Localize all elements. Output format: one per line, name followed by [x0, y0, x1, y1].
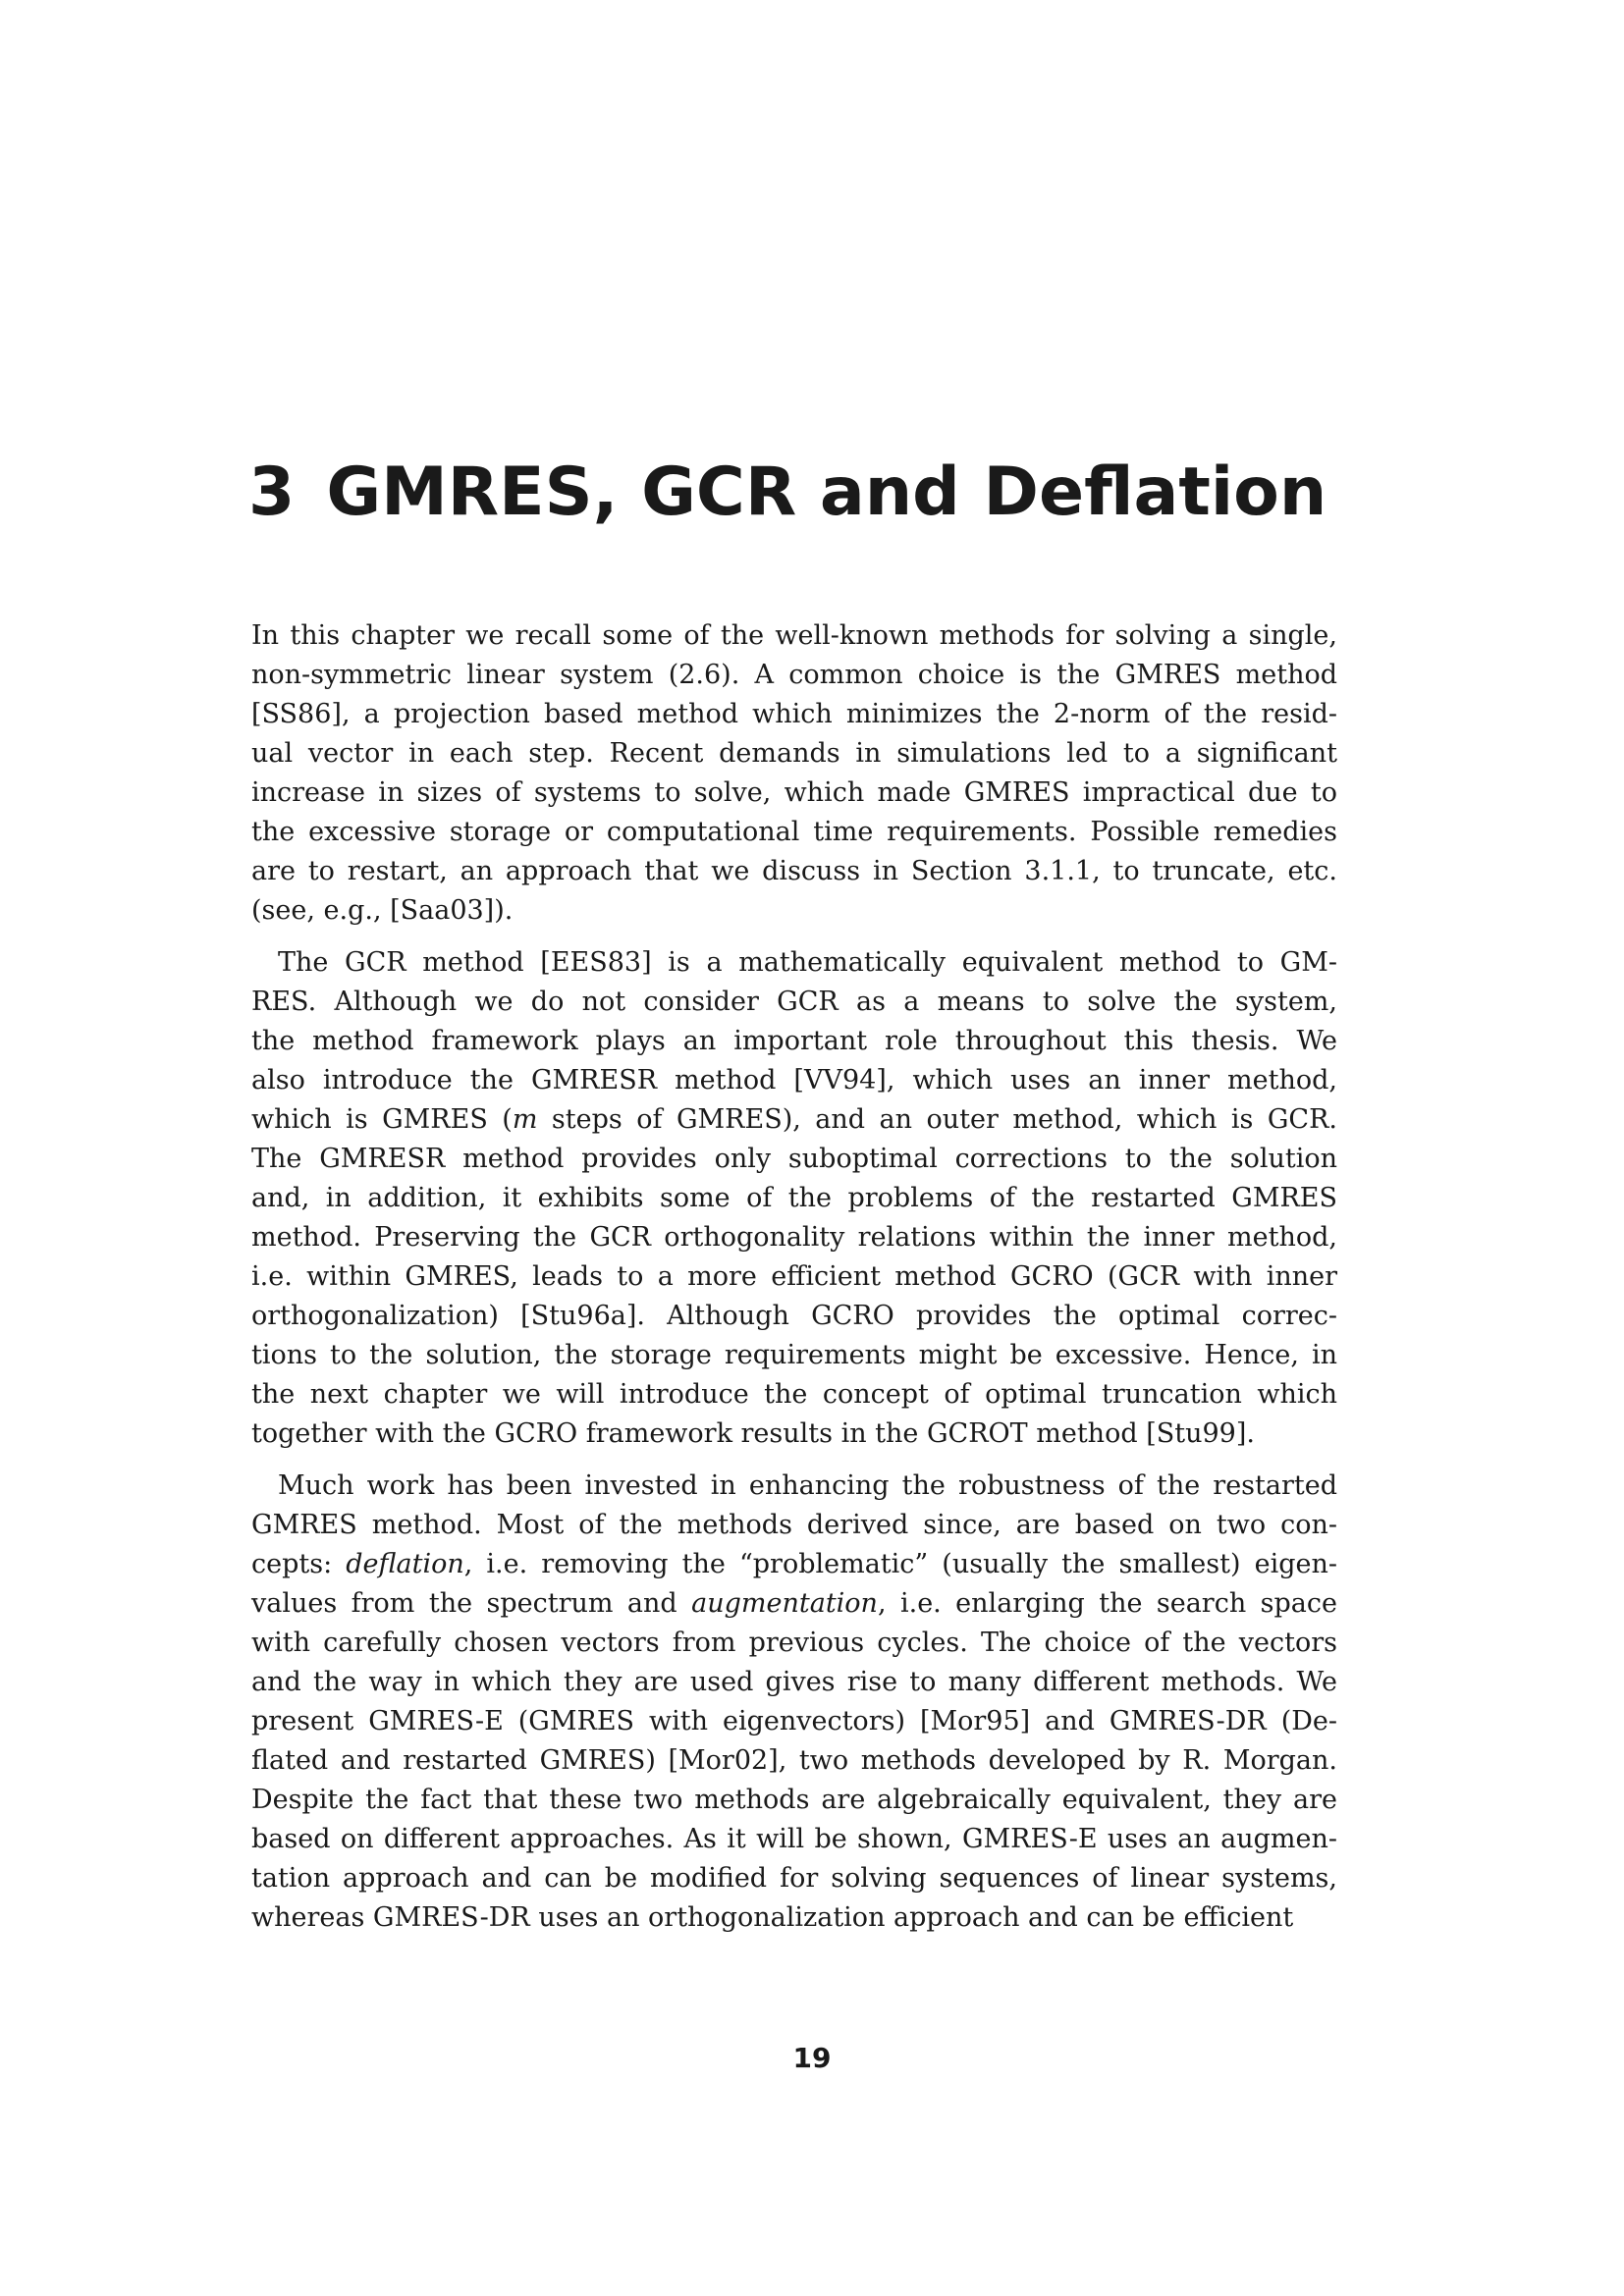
text-line: with carefully chosen vectors from previous cycles. The choice of the vectors: [251, 1628, 1337, 1658]
chapter-title-text: GMRES, GCR and Deflation: [326, 454, 1327, 531]
text-line: RES. Although we do not consider GCR as a means to solve the system,: [251, 987, 1337, 1017]
text-line: In this chapter we recall some of the well-known methods for solving a single,: [251, 620, 1337, 651]
text-line: i.e. within GMRES, leads to a more efficient method GCRO (GCR with inner: [251, 1261, 1337, 1292]
text-line: values from the spectrum and augmentation, i.e. enlarging the search space: [251, 1588, 1337, 1619]
text-line: non-symmetric linear system (2.6). A common choice is the GMRES method: [251, 660, 1337, 690]
text-line: flated and restarted GMRES) [Mor02], two methods developed by R. Morgan.: [251, 1745, 1337, 1776]
page-number: 19: [792, 2042, 832, 2074]
paragraph-1: [251, 616, 1337, 931]
text-line: Despite the fact that these two methods are algebraically equivalent, they are: [251, 1785, 1337, 1815]
text-line: tions to the solution, the storage requirements might be excessive. Hence, in: [251, 1340, 1337, 1370]
text-line: The GCR method [EES83] is a mathematically equivalent method to GM-: [278, 947, 1337, 978]
text-line: [SS86], a projection based method which minimizes the 2-norm of the resid-: [251, 699, 1337, 729]
text-line: Much work has been invested in enhancing the robustness of the restarted: [278, 1470, 1337, 1501]
paragraph-2: [251, 943, 1337, 1454]
paragraph-3: [251, 1467, 1337, 1938]
text-line: the excessive storage or computational time requirements. Possible remedies: [251, 817, 1337, 847]
text-line: orthogonalization) [Stu96a]. Although GCRO provides the optimal correc-: [251, 1301, 1337, 1331]
text-line: which is GMRES (m steps of GMRES), and an outer method, which is GCR.: [251, 1104, 1337, 1135]
text-line: and, in addition, it exhibits some of the problems of the restarted GMRES: [251, 1183, 1337, 1213]
body-text: [251, 616, 1337, 1938]
text-line: are to restart, an approach that we discuss in Section 3.1.1, to truncate, etc.: [251, 856, 1337, 886]
text-line: increase in sizes of systems to solve, which made GMRES impractical due to: [251, 777, 1337, 808]
text-line: the next chapter we will introduce the concept of optimal truncation which: [251, 1379, 1337, 1410]
text-line: the method framework plays an important role throughout this thesis. We: [251, 1026, 1337, 1056]
text-line: (see, e.g., [Saa03]).: [251, 895, 514, 926]
text-line: present GMRES-E (GMRES with eigenvectors) [Mor95] and GMRES-DR (De-: [251, 1706, 1337, 1736]
text-line: method. Preserving the GCR orthogonality relations within the inner method,: [251, 1222, 1337, 1253]
text-line: ual vector in each step. Recent demands in simulations led to a significant: [251, 738, 1337, 769]
text-line: together with the GCRO framework results in the GCROT method [Stu99].: [251, 1418, 1255, 1449]
text-line: based on different approaches. As it will be shown, GMRES-E uses an augmen-: [251, 1824, 1337, 1854]
text-line: and the way in which they are used gives rise to many different methods. We: [251, 1667, 1337, 1697]
text-line: GMRES method. Most of the methods derived since, are based on two con-: [251, 1510, 1337, 1540]
text-line: whereas GMRES-DR uses an orthogonalization approach and can be efficient: [251, 1902, 1294, 1933]
text-line: cepts: deflation, i.e. removing the “problematic” (usually the smallest) eigen-: [251, 1549, 1337, 1579]
text-line: also introduce the GMRESR method [VV94], which uses an inner method,: [251, 1065, 1337, 1095]
chapter-title: [248, 454, 1378, 532]
text-line: The GMRESR method provides only suboptimal corrections to the solution: [251, 1144, 1337, 1174]
chapter-number: 3: [248, 454, 296, 531]
text-line: tation approach and can be modified for solving sequences of linear systems,: [251, 1863, 1337, 1894]
